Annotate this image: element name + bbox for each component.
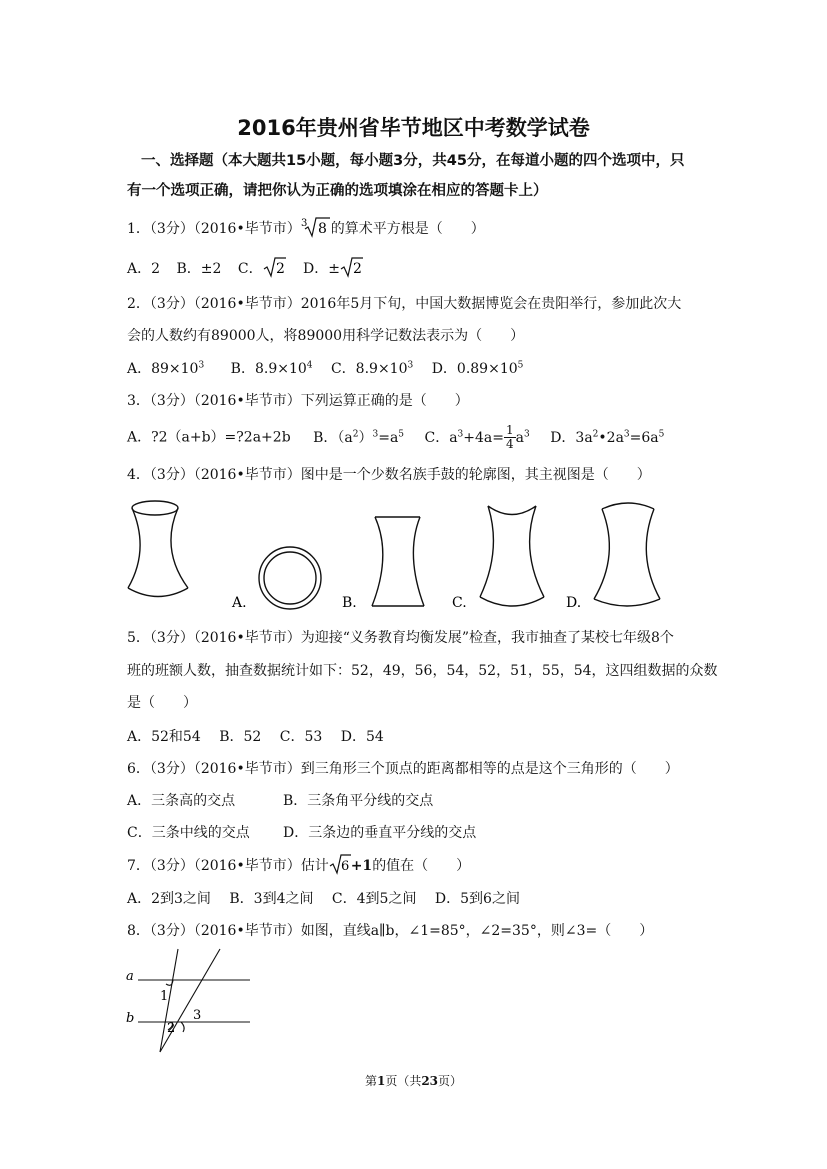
- question-1-options: [127, 258, 364, 278]
- q1-option-d[interactable]: [303, 261, 364, 277]
- q3-option-b[interactable]: [313, 430, 404, 446]
- q3-b-e2: 3: [372, 428, 379, 439]
- q3-d-e3: 5: [658, 428, 665, 439]
- q8-parallel-lines-figure: [120, 944, 260, 1056]
- q7-plus-one: +1: [350, 858, 373, 874]
- q1-radicand: 8: [317, 221, 327, 237]
- q3-d-2: •2a: [598, 429, 624, 446]
- label-angle-2: 2: [167, 1021, 176, 1036]
- q1-option-d-label: D．±: [303, 261, 341, 277]
- q2-d-exp: 5: [517, 360, 524, 371]
- q2-c-text: C．8.9×10: [330, 361, 408, 377]
- q2-b-exp: 4: [306, 360, 313, 371]
- question-2-options: [127, 358, 523, 378]
- question-7-stem: [127, 855, 470, 875]
- question-6-options-row1: [127, 790, 433, 810]
- question-4-stem: 4．（3分）（2016•毕节市）图中是一个少数名族手鼓的轮廓图，其主视图是（ ）: [127, 467, 651, 483]
- q2-option-a[interactable]: [127, 361, 204, 377]
- q1-option-a[interactable]: A．2: [127, 261, 161, 277]
- angle-3-arc: [181, 1022, 184, 1032]
- section-heading-line1: 一、选择题（本大题共15小题，每小题3分，共45分，在每道小题的四个选项中，只: [141, 153, 685, 169]
- section-heading: [127, 146, 707, 206]
- section-heading-line2: 有一个选项正确，请把你认为正确的选项填涂在相应的答题卡上）: [127, 183, 548, 199]
- q3-d-1: D．3a: [550, 429, 593, 446]
- radical-sign-icon: [263, 256, 287, 278]
- q1-option-b[interactable]: B．±2: [176, 261, 222, 277]
- radical-sign-icon: [340, 256, 364, 278]
- footer-mid: 页（共: [385, 1074, 422, 1088]
- radical-sign-icon: [329, 853, 351, 875]
- q3-c-1: C．a: [424, 429, 458, 446]
- option-a-ring-figure[interactable]: [259, 547, 321, 609]
- q6-option-a[interactable]: A．三条高的交点: [127, 793, 236, 809]
- q2-b-text: B．8.9×10: [230, 361, 307, 377]
- q3-c-e1: 3: [457, 428, 464, 439]
- q3-option-d[interactable]: [550, 430, 664, 446]
- cube-root-8: [301, 219, 331, 237]
- question-5-line2: 班的班额人数，抽查数据统计如下：52，49，56，54，52，51，55，54，这四组数据的众数: [127, 663, 718, 679]
- q1-option-c-label: C．: [237, 261, 263, 277]
- question-6-stem: 6．（3分）（2016•毕节市）到三角形三个顶点的距离都相等的点是这个三角形的（ ）: [127, 761, 679, 777]
- option-d-convex-figure[interactable]: [594, 503, 660, 606]
- fraction-one-quarter: [504, 424, 516, 451]
- q3-option-a[interactable]: A．?2（a+b）=?2a+2b: [127, 429, 291, 446]
- sqrt-2-d: [340, 259, 364, 277]
- q3-d-e1: 2: [592, 428, 599, 439]
- q6-option-c[interactable]: C．三条中线的交点: [127, 825, 250, 841]
- footer-page-number: 1: [376, 1074, 386, 1088]
- option-b-concave-figure[interactable]: [372, 517, 424, 606]
- q7-suffix: 的值在（ ）: [372, 858, 471, 874]
- q6-option-b[interactable]: B．三条角平分线的交点: [283, 793, 434, 809]
- q3-b-1: B．（a: [313, 429, 353, 446]
- page-title: 2016年贵州省毕节地区中考数学试卷: [237, 116, 590, 140]
- q4-label-d[interactable]: D.: [566, 595, 582, 611]
- q1-option-c[interactable]: [238, 261, 287, 277]
- label-b: b: [126, 1011, 135, 1026]
- q1-suffix: 的算术平方根是（ ）: [330, 221, 485, 237]
- label-angle-3: 3: [193, 1008, 202, 1023]
- question-6-options-row2: [127, 822, 476, 842]
- q3-option-c[interactable]: [424, 423, 530, 451]
- question-5-options[interactable]: A．52和54 B．52 C．53 D．54: [127, 729, 384, 745]
- q3-d-e2: 3: [623, 428, 630, 439]
- question-3-stem: 3．（3分）（2016•毕节市）下列运算正确的是（ ）: [127, 393, 469, 409]
- question-3-options: [127, 424, 664, 451]
- q3-b-e3: 5: [398, 428, 405, 439]
- question-5-line1: 5．（3分）（2016•毕节市）为迎接“义务教育均衡发展”检查，我市抽查了某校七年级8个: [127, 630, 674, 646]
- q7-prefix: 7．（3分）（2016•毕节市）估计: [127, 858, 329, 874]
- q3-c-e2: 3: [524, 428, 530, 439]
- q3-d-3: =6a: [629, 429, 659, 446]
- q1-c-radicand: 2: [275, 261, 285, 277]
- q2-c-exp: 3: [407, 360, 414, 371]
- footer-post: 页）: [438, 1074, 463, 1088]
- q3-b-3: =a: [378, 429, 399, 446]
- q2-option-d[interactable]: [432, 361, 524, 377]
- q3-c-numerator: 1: [506, 423, 514, 437]
- q4-label-b[interactable]: B.: [342, 595, 357, 611]
- q2-option-b[interactable]: [231, 361, 313, 377]
- footer-pre: 第: [364, 1074, 377, 1088]
- sqrt-2-c: [263, 259, 287, 277]
- question-5-line3: 是（ ）: [127, 695, 197, 711]
- q1-prefix: 1．（3分）（2016•毕节市）: [127, 221, 301, 237]
- q4-figures: [120, 495, 680, 617]
- question-2-line1: 2．（3分）（2016•毕节市）2016年5月下旬，中国大数据博览会在贵阳举行，参加此次大: [127, 296, 682, 312]
- q6-option-d[interactable]: D．三条边的垂直平分线的交点: [283, 825, 477, 841]
- radical-sign-icon: [301, 216, 331, 238]
- q3-b-2: ）: [358, 429, 373, 446]
- label-angle-1: 1: [160, 989, 169, 1004]
- q2-d-text: D．0.89×10: [431, 361, 518, 377]
- label-a: a: [126, 969, 134, 984]
- sqrt-6: [329, 856, 351, 874]
- option-c-concave-top-figure[interactable]: [480, 506, 544, 606]
- q7-radicand: 6: [340, 859, 349, 874]
- q4-label-a[interactable]: A.: [232, 595, 247, 611]
- q3-b-e1: 2: [352, 428, 359, 439]
- question-7-options[interactable]: A．2到3之间 B．3到4之间 C．4到5之间 D．5到6之间: [127, 891, 520, 907]
- page-footer: [0, 1072, 827, 1089]
- q3-c-2: +4a=: [463, 429, 504, 446]
- question-1-stem: [127, 218, 485, 238]
- footer-total-pages: 23: [421, 1074, 439, 1088]
- q1-d-radicand: 2: [353, 261, 362, 277]
- q2-a-text: A．89×10: [127, 361, 199, 377]
- q4-label-c[interactable]: C.: [452, 595, 467, 611]
- q3-c-3: a: [515, 429, 524, 446]
- hand-drum-outline-figure: [128, 501, 188, 597]
- q3-c-denominator: 4: [506, 437, 514, 451]
- question-2-line2: 会的人数约有89000人，将89000用科学记数法表示为（ ）: [127, 328, 525, 344]
- q2-option-c[interactable]: [331, 361, 413, 377]
- q2-a-exp: 3: [198, 360, 205, 371]
- q1-root-index: 3: [300, 218, 308, 229]
- question-8-stem: 8．（3分）（2016•毕节市）如图，直线a∥b，∠1=85°，∠2=35°，则∠3=（ ）: [127, 923, 654, 939]
